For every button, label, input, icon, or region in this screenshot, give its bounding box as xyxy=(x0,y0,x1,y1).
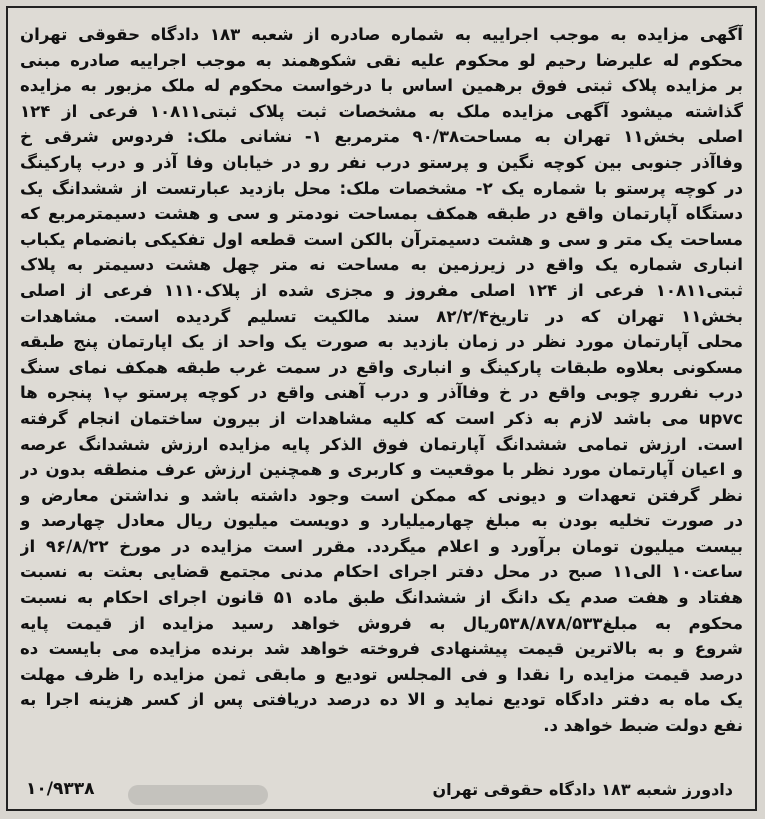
notice-signature xyxy=(26,779,733,799)
notice-line: درصد قیمت مزایده را نقدا و فی المجلس تودیع و مابقی ثمن مزایده را ظرف مهلت xyxy=(20,664,743,684)
notice-line: شروع و به بالاترین قیمت پیشنهادی فروخته خواهد شد برنده مزایده می بایست ده xyxy=(20,639,743,659)
notice-code: ۱۰/۹۳۳۸ xyxy=(26,779,95,799)
notice-line: درب نفررو چوبی واقع در خ وفاآذر و درب آهنی واقع در کوچه پرستو پ۱ پنجره ها xyxy=(20,383,743,403)
notice-line: بر مزایده پلاک ثبتی فوق برهمین اساس با درخواست محکوم له ملک مزبور به مزایده xyxy=(20,76,743,96)
notice-line: است. ارزش تمامی ششدانگ آپارتمان فوق الذکر پایه مزایده ارزش ششدانگ عرصه xyxy=(20,434,743,454)
notice-line: و اعیان آپارتمان مورد نظر با موقعیت و کاربری و همچنین ارزش عرف منطقه بدون در xyxy=(20,460,743,480)
notice-line: بخش۱۱ تهران که در تاریخ۸۲/۲/۴ سند مالکیت تسلیم گردیده است. مشاهدات xyxy=(20,306,743,326)
notice-line: نفع دولت ضبط خواهد د. xyxy=(543,716,743,736)
notice-line: دستگاه آپارتمان واقع در طبقه همکف بمساحت نودمتر و سی و هشت دسیمترمربع که xyxy=(20,204,743,224)
notice-line: گذاشته میشود آگهی مزایده ملک به مشخصات ثبت پلاک ثبتی۱۰۸۱۱ فرعی از ۱۲۴ xyxy=(20,101,743,121)
notice-line: وفاآذر جنوبی بین کوچه نگین و پرستو درب نفر رو در خیابان وفا آذر و درب پارکینگ xyxy=(20,152,743,172)
notice-line: upvc می باشد لازم به ذکر است که کلیه مشاهدات از بیرون ساختمان انجام گرفته xyxy=(20,408,743,428)
notice-line: مسکونی بعلاوه طبقات پارکینگ و انباری واقع در سمت غرب طبقه همکف نمای سنگ xyxy=(20,357,743,377)
notice-line: بیست میلیون تومان برآورد و اعلام میگردد. مقرر است مزایده در مورخ ۹۶/۸/۲۲ از xyxy=(20,536,743,556)
notice-line: اصلی بخش۱۱ تهران به مساحت۹۰/۳۸ مترمربع ۱- نشانی ملک: فردوس شرقی خ xyxy=(20,127,743,147)
notice-line: ساعت۱۰ الی۱۱ صبح در محل دفتر اجرای احکام مدنی مجتمع قضایی بعثت به نسبت xyxy=(20,562,743,582)
notice-line: محکوم به مبلغ۵۳۸/۸۷۸/۵۳۳ریال به فروش خواهد رسید مزایده از قیمت پایه xyxy=(20,613,743,633)
notice-line: نظر گرفتن تعهدات و دیونی که ممکن است وجود داشته باشد و نداشتن معارض و xyxy=(20,485,743,505)
signature-text: دادورز شعبه ۱۸۳ دادگاه حقوقی تهران xyxy=(432,779,733,799)
notice-line: انباری شماره یک واقع در زیرزمین به مساحت نه متر چهل هشت دسیمتر به پلاک xyxy=(20,255,743,275)
notice-line: در کوچه پرستو با شماره یک ۲- مشخصات ملک: محل بازدید عبارتست از ششدانگ یک xyxy=(20,178,743,198)
notice-line: مساحت یک متر و سی و هشت دسیمترآن بالکن است قطعه اول تفکیکی بانضمام یکباب xyxy=(20,229,743,249)
notice-line: آگهی مزایده به موجب اجراییه به شماره صادره از شعبه ۱۸۳ دادگاه حقوقی تهران xyxy=(20,25,743,44)
notice-line: محلی آپارتمان مورد نظر در زمان بازدید به صورت یک واحد از یک اپارتمان پنج طبقه xyxy=(20,332,743,352)
notice-line: هفتاد و هفت صدم یک دانگ از ششدانگ طبق ماده ۵۱ قانون اجرای احکام به نسبت xyxy=(20,588,743,608)
notice-body xyxy=(20,22,743,739)
notice-line: ثبتی۱۰۸۱۱ فرعی از ۱۲۴ اصلی مفروز و مجزی شده از پلاک۱۱۱۰ فرعی از اصلی xyxy=(20,280,743,300)
court-auction-notice xyxy=(6,6,757,811)
notice-line: یک ماه به دفتر دادگاه تودیع نماید و الا ده درصد دریافتی پس از کسر هزینه اجرا به xyxy=(20,690,743,710)
notice-line: محکوم له علیرضا رحیم لو محکوم علیه نقی شکوهمند به موجب اجراییه صادره مبنی xyxy=(20,50,743,70)
notice-line: در صورت تخلیه بودن به مبلغ چهارمیلیارد و دویست میلیون ریال معادل چهارصد و xyxy=(20,511,743,531)
